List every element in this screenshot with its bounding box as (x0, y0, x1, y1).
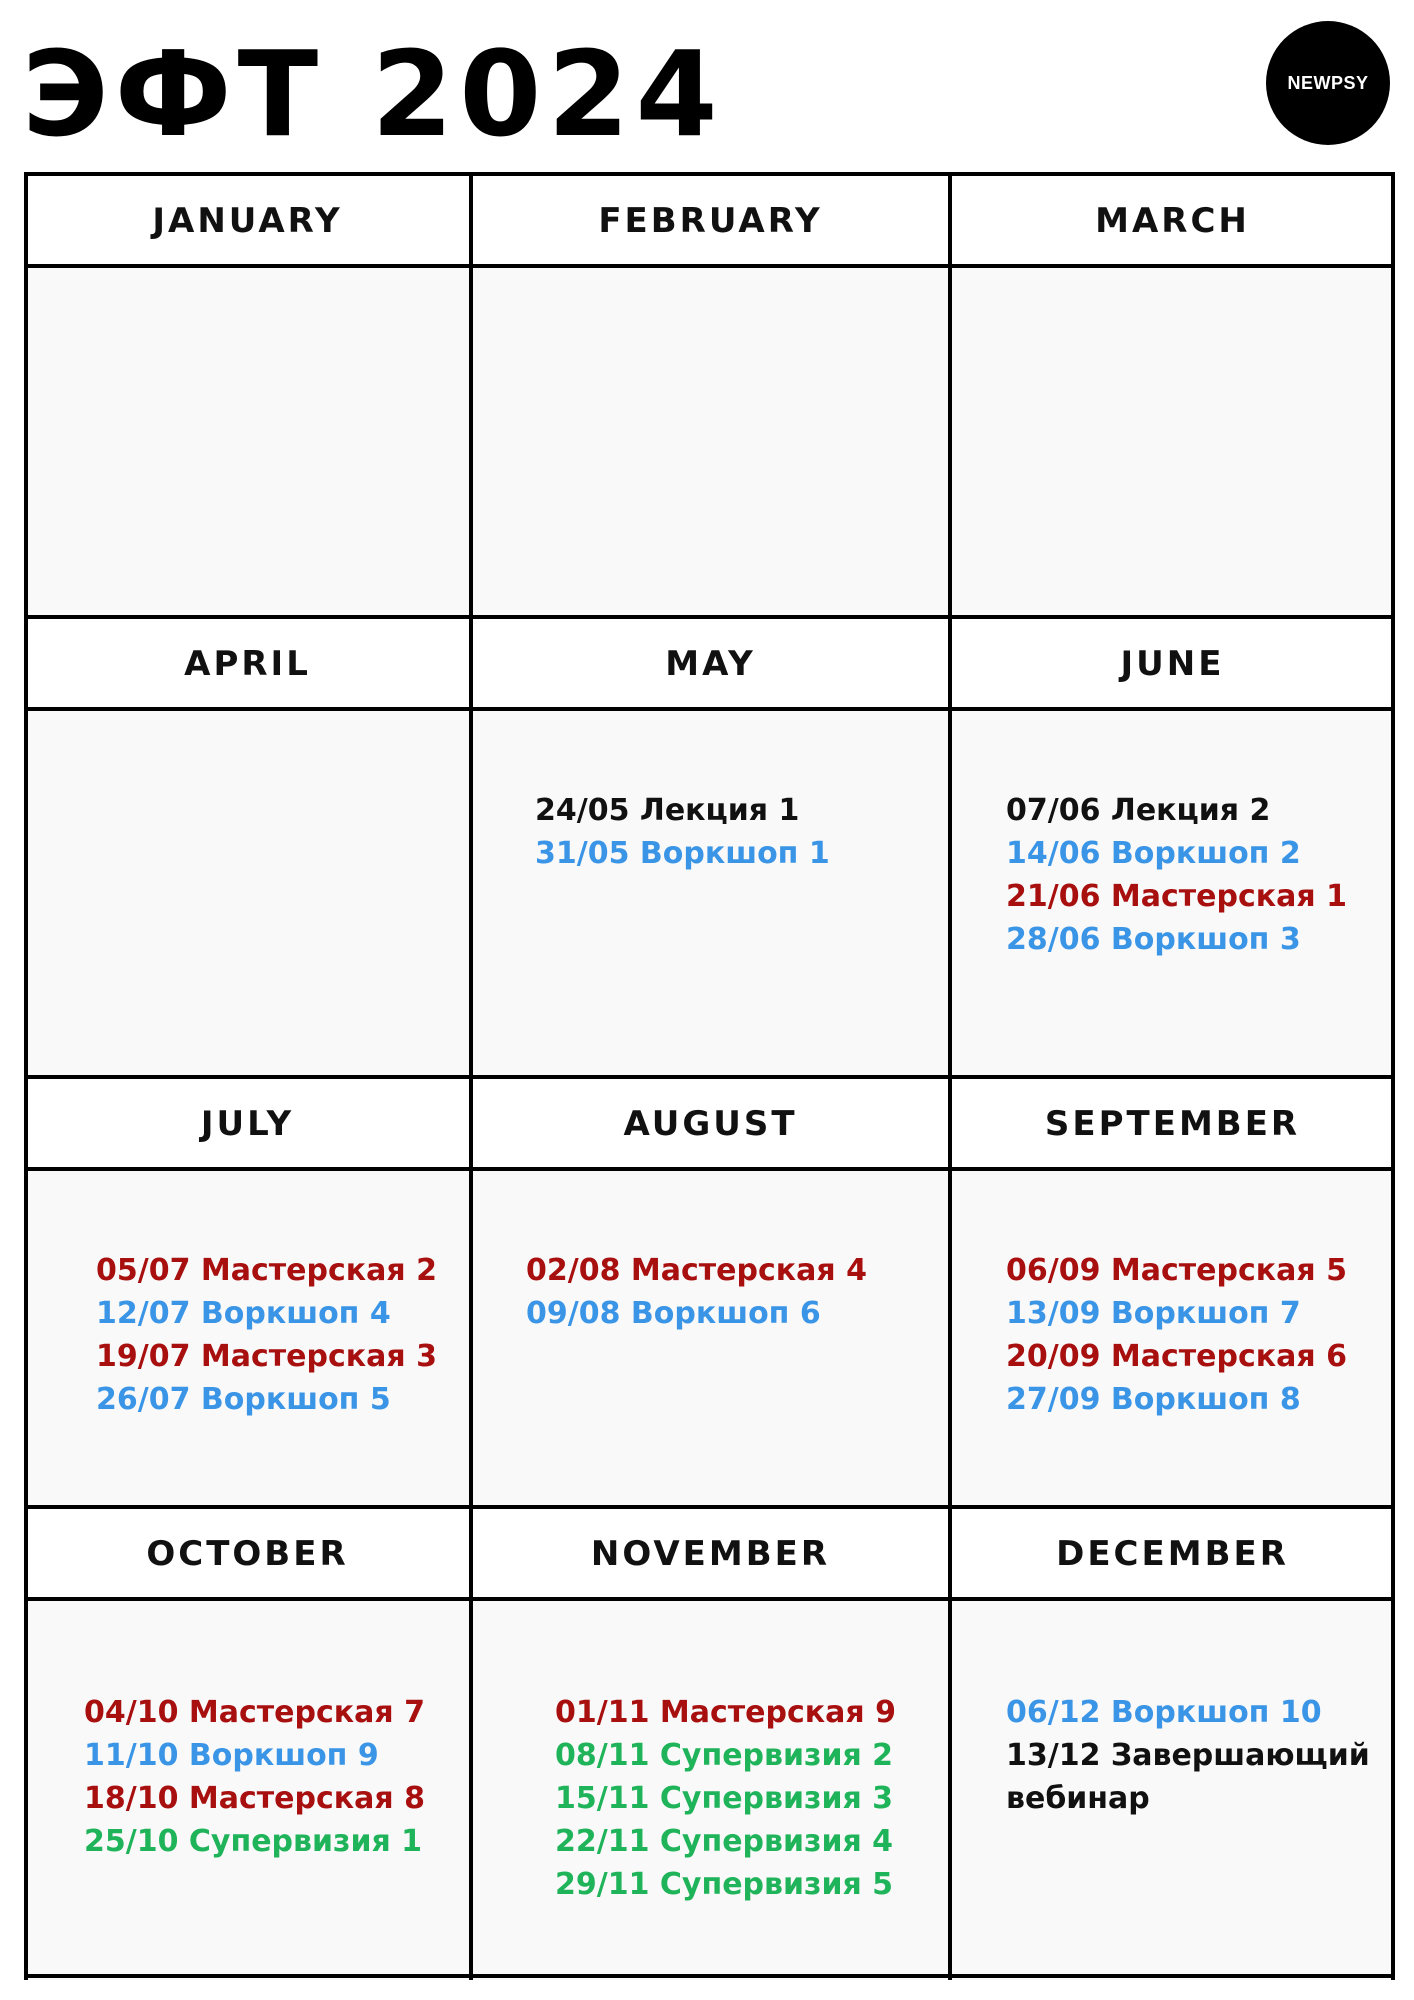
event-item: 09/08 Воркшоп 6 (526, 1296, 821, 1331)
month-header-june: JUNE (950, 617, 1395, 711)
calendar-grid (24, 174, 1395, 1980)
month-header-august: AUGUST (471, 1077, 950, 1171)
event-item: 02/08 Мастерская 4 (526, 1253, 867, 1288)
month-header-january: JANUARY (24, 174, 471, 268)
grid-line-vertical (469, 174, 473, 1980)
event-item: 19/07 Мастерская 3 (96, 1339, 437, 1374)
month-header-february: FEBRUARY (471, 174, 950, 268)
grid-line-vertical (948, 174, 952, 1980)
month-header-september: SEPTEMBER (950, 1077, 1395, 1171)
month-header-july: JULY (24, 1077, 471, 1171)
grid-line-horizontal (24, 1974, 1395, 1978)
month-header-may: MAY (471, 617, 950, 711)
event-item: 04/10 Мастерская 7 (84, 1695, 425, 1730)
logo-text: NEWPSY (1287, 72, 1369, 93)
grid-line-horizontal (24, 1505, 1395, 1509)
event-item: 20/09 Мастерская 6 (1006, 1339, 1347, 1374)
event-item: 06/09 Мастерская 5 (1006, 1253, 1347, 1288)
event-item: 07/06 Лекция 2 (1006, 793, 1271, 828)
event-list-november (555, 1691, 942, 1906)
grid-line-horizontal (24, 615, 1395, 619)
event-item: 13/09 Воркшоп 7 (1006, 1296, 1301, 1331)
event-list-september (1006, 1249, 1387, 1421)
event-item: 21/06 Мастерская 1 (1006, 879, 1347, 914)
event-item: 13/12 Завершающий вебинар (1006, 1738, 1370, 1816)
event-item: 01/11 Мастерская 9 (555, 1695, 896, 1730)
event-item: 05/07 Мастерская 2 (96, 1253, 437, 1288)
event-item: 31/05 Воркшоп 1 (535, 836, 830, 871)
event-item: 26/07 Воркшоп 5 (96, 1382, 391, 1417)
grid-line-vertical (24, 174, 28, 1980)
month-header-december: DECEMBER (950, 1507, 1395, 1601)
month-header-april: APRIL (24, 617, 471, 711)
event-list-august (526, 1249, 942, 1335)
grid-line-horizontal (24, 1167, 1395, 1171)
newpsy-logo (1266, 21, 1390, 145)
event-item: 11/10 Воркшоп 9 (84, 1738, 379, 1773)
event-list-june (1006, 789, 1387, 961)
event-list-may (535, 789, 942, 875)
grid-line-horizontal (24, 172, 1395, 176)
event-item: 28/06 Воркшоп 3 (1006, 922, 1301, 957)
event-item: 25/10 Супервизия 1 (84, 1824, 423, 1859)
event-item: 29/11 Супервизия 5 (555, 1867, 894, 1902)
grid-line-vertical (1391, 174, 1395, 1980)
event-item: 15/11 Супервизия 3 (555, 1781, 894, 1816)
event-item: 06/12 Воркшоп 10 (1006, 1695, 1322, 1730)
grid-line-horizontal (24, 264, 1395, 268)
month-header-october: OCTOBER (24, 1507, 471, 1601)
page-title: ЭФТ 2024 (22, 25, 724, 163)
month-header-march: MARCH (950, 174, 1395, 268)
event-item: 12/07 Воркшоп 4 (96, 1296, 391, 1331)
event-list-december (1006, 1691, 1387, 1820)
event-list-october (84, 1691, 463, 1863)
grid-line-horizontal (24, 1597, 1395, 1601)
month-header-november: NOVEMBER (471, 1507, 950, 1601)
event-item: 08/11 Супервизия 2 (555, 1738, 894, 1773)
event-item: 27/09 Воркшоп 8 (1006, 1382, 1301, 1417)
event-item: 22/11 Супервизия 4 (555, 1824, 894, 1859)
event-list-july (96, 1249, 463, 1421)
grid-line-horizontal (24, 707, 1395, 711)
event-item: 18/10 Мастерская 8 (84, 1781, 425, 1816)
grid-line-horizontal (24, 1075, 1395, 1079)
event-item: 24/05 Лекция 1 (535, 793, 800, 828)
event-item: 14/06 Воркшоп 2 (1006, 836, 1301, 871)
